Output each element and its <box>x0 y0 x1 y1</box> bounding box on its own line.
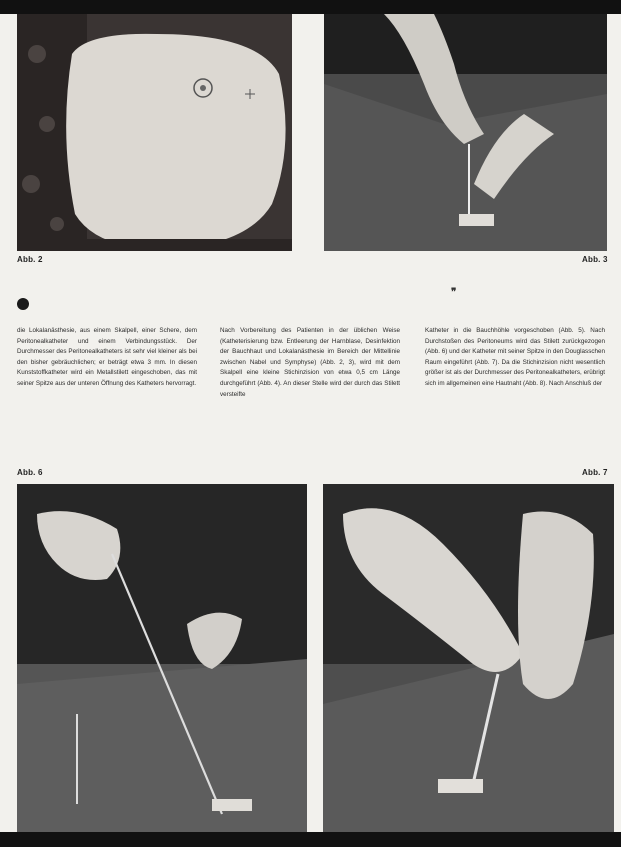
top-border <box>0 0 621 14</box>
figure-3-caption: Abb. 3 <box>582 255 608 264</box>
figure-6-photo <box>17 484 307 832</box>
figure-7-photo <box>323 484 614 832</box>
figure-2-photo <box>17 14 292 251</box>
figure-6-caption: Abb. 6 <box>17 468 43 477</box>
figure-2-caption: Abb. 2 <box>17 255 43 264</box>
figure-3-photo <box>324 14 607 251</box>
text-column-1: die Lokalanästhesie, aus einem Skalpell, einer Schere, dem Peritonealkatheter und einem Verbindungsstück. Der Durchmesser des Peritonealkatheters ist sehr viel kleiner als bei den bisher gebräuchlichen; er beträgt etwa 3 mm. In diesen Kunststoffkatheter wird ein Metallstilett eingeschoben, das mit seiner Spitze aus der unteren Öffnung des Katheters hervorragt. <box>17 327 197 387</box>
section-bullet <box>17 298 29 310</box>
figure-7-caption: Abb. 7 <box>582 468 608 477</box>
text-column-2: Nach Vorbereitung des Patienten in der üblichen Weise (Katheterisierung bzw. Entleerung der Harnblase, Desinfektion der Bauchhaut und Lokalanästhesie im Bereich der Mittellinie zwischen Nabel und Symphyse) (Abb. 2, 3), wird mit dem Skalpell eine kleine Stichinzision von etwa 0,5 cm Länge durchgeführt (Abb. 4). An dieser Stelle wird der durch das Stilett versteifte <box>220 327 400 398</box>
quote-mark: ❞ <box>451 287 457 298</box>
text-column-3: Katheter in die Bauchhöhle vorgeschoben (Abb. 5). Nach Durchstoßen des Peritoneums wird das Stilett zurückgezogen (Abb. 6) und der Katheter mit seiner Spitze in den Douglasschen Raum eingeführt (Abb. 7). Da die Stichinzision nicht wesentlich größer ist als der Durchmesser des Peritonealkatheters, erübrigt sich im allgemeinen eine Hautnaht (Abb. 8). Nach Anschluß der <box>425 327 605 387</box>
bottom-border <box>0 832 621 847</box>
